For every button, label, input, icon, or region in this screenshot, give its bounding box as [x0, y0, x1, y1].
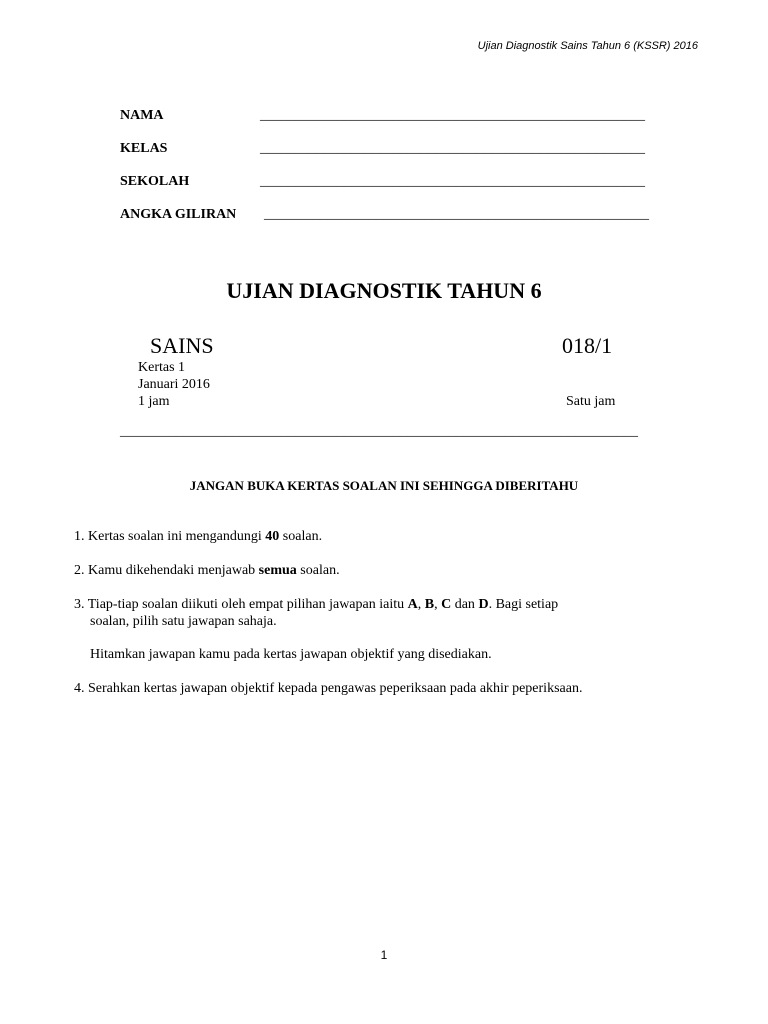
field-label: NAMA: [120, 108, 164, 123]
exam-subject: SAINS: [150, 333, 214, 358]
field-label: SEKOLAH: [120, 174, 190, 189]
exam-code: 018/1: [562, 333, 613, 358]
info-row-kelas: [120, 141, 645, 157]
instruction-3-note: Hitamkan jawapan kamu pada kertas jawapan objektif yang disediakan.: [90, 647, 492, 662]
fill-line: _______________________________________________________: [260, 141, 645, 156]
exam-time-short: 1 jam: [138, 394, 170, 409]
instruction-2: 2. Kamu dikehendaki menjawab semua soalan.: [74, 563, 340, 578]
info-row-nama: [120, 108, 645, 124]
fill-line: _______________________________________________________: [260, 108, 645, 123]
warning-text: JANGAN BUKA KERTAS SOALAN INI SEHINGGA DIBERITAHU: [189, 478, 579, 493]
info-row-angka-giliran: [120, 207, 649, 223]
instruction-4: 4. Serahkan kertas jawapan objektif kepada pengawas peperiksaan pada akhir peperiksaan.: [74, 681, 583, 696]
instruction-3: 3. Tiap-tiap soalan diikuti oleh empat pilihan jawapan iaitu A, B, C dan D. Bagi setiap soalan, pilih satu jawapan sahaja.: [74, 596, 694, 630]
fill-line: _______________________________________________________: [264, 207, 649, 222]
page-number: 1: [380, 948, 388, 962]
instruction-1: 1. Kertas soalan ini mengandungi 40 soalan.: [74, 529, 323, 544]
exam-time-long: Satu jam: [566, 394, 616, 409]
exam-date: Januari 2016: [138, 377, 210, 392]
instruction-3-line-2: soalan, pilih satu jawapan sahaja.: [90, 614, 277, 629]
fill-line: _______________________________________________________: [260, 174, 645, 189]
exam-paper: Kertas 1: [138, 360, 186, 375]
header-note: Ujian Diagnostik Sains Tahun 6 (KSSR) 2016: [477, 40, 698, 52]
field-label: ANGKA GILIRAN: [120, 207, 237, 222]
info-row-sekolah: [120, 174, 645, 190]
separator-line: __________________________________________________________________________: [120, 424, 638, 439]
exam-title: UJIAN DIAGNOSTIK TAHUN 6: [226, 278, 542, 303]
field-label: KELAS: [120, 141, 168, 156]
